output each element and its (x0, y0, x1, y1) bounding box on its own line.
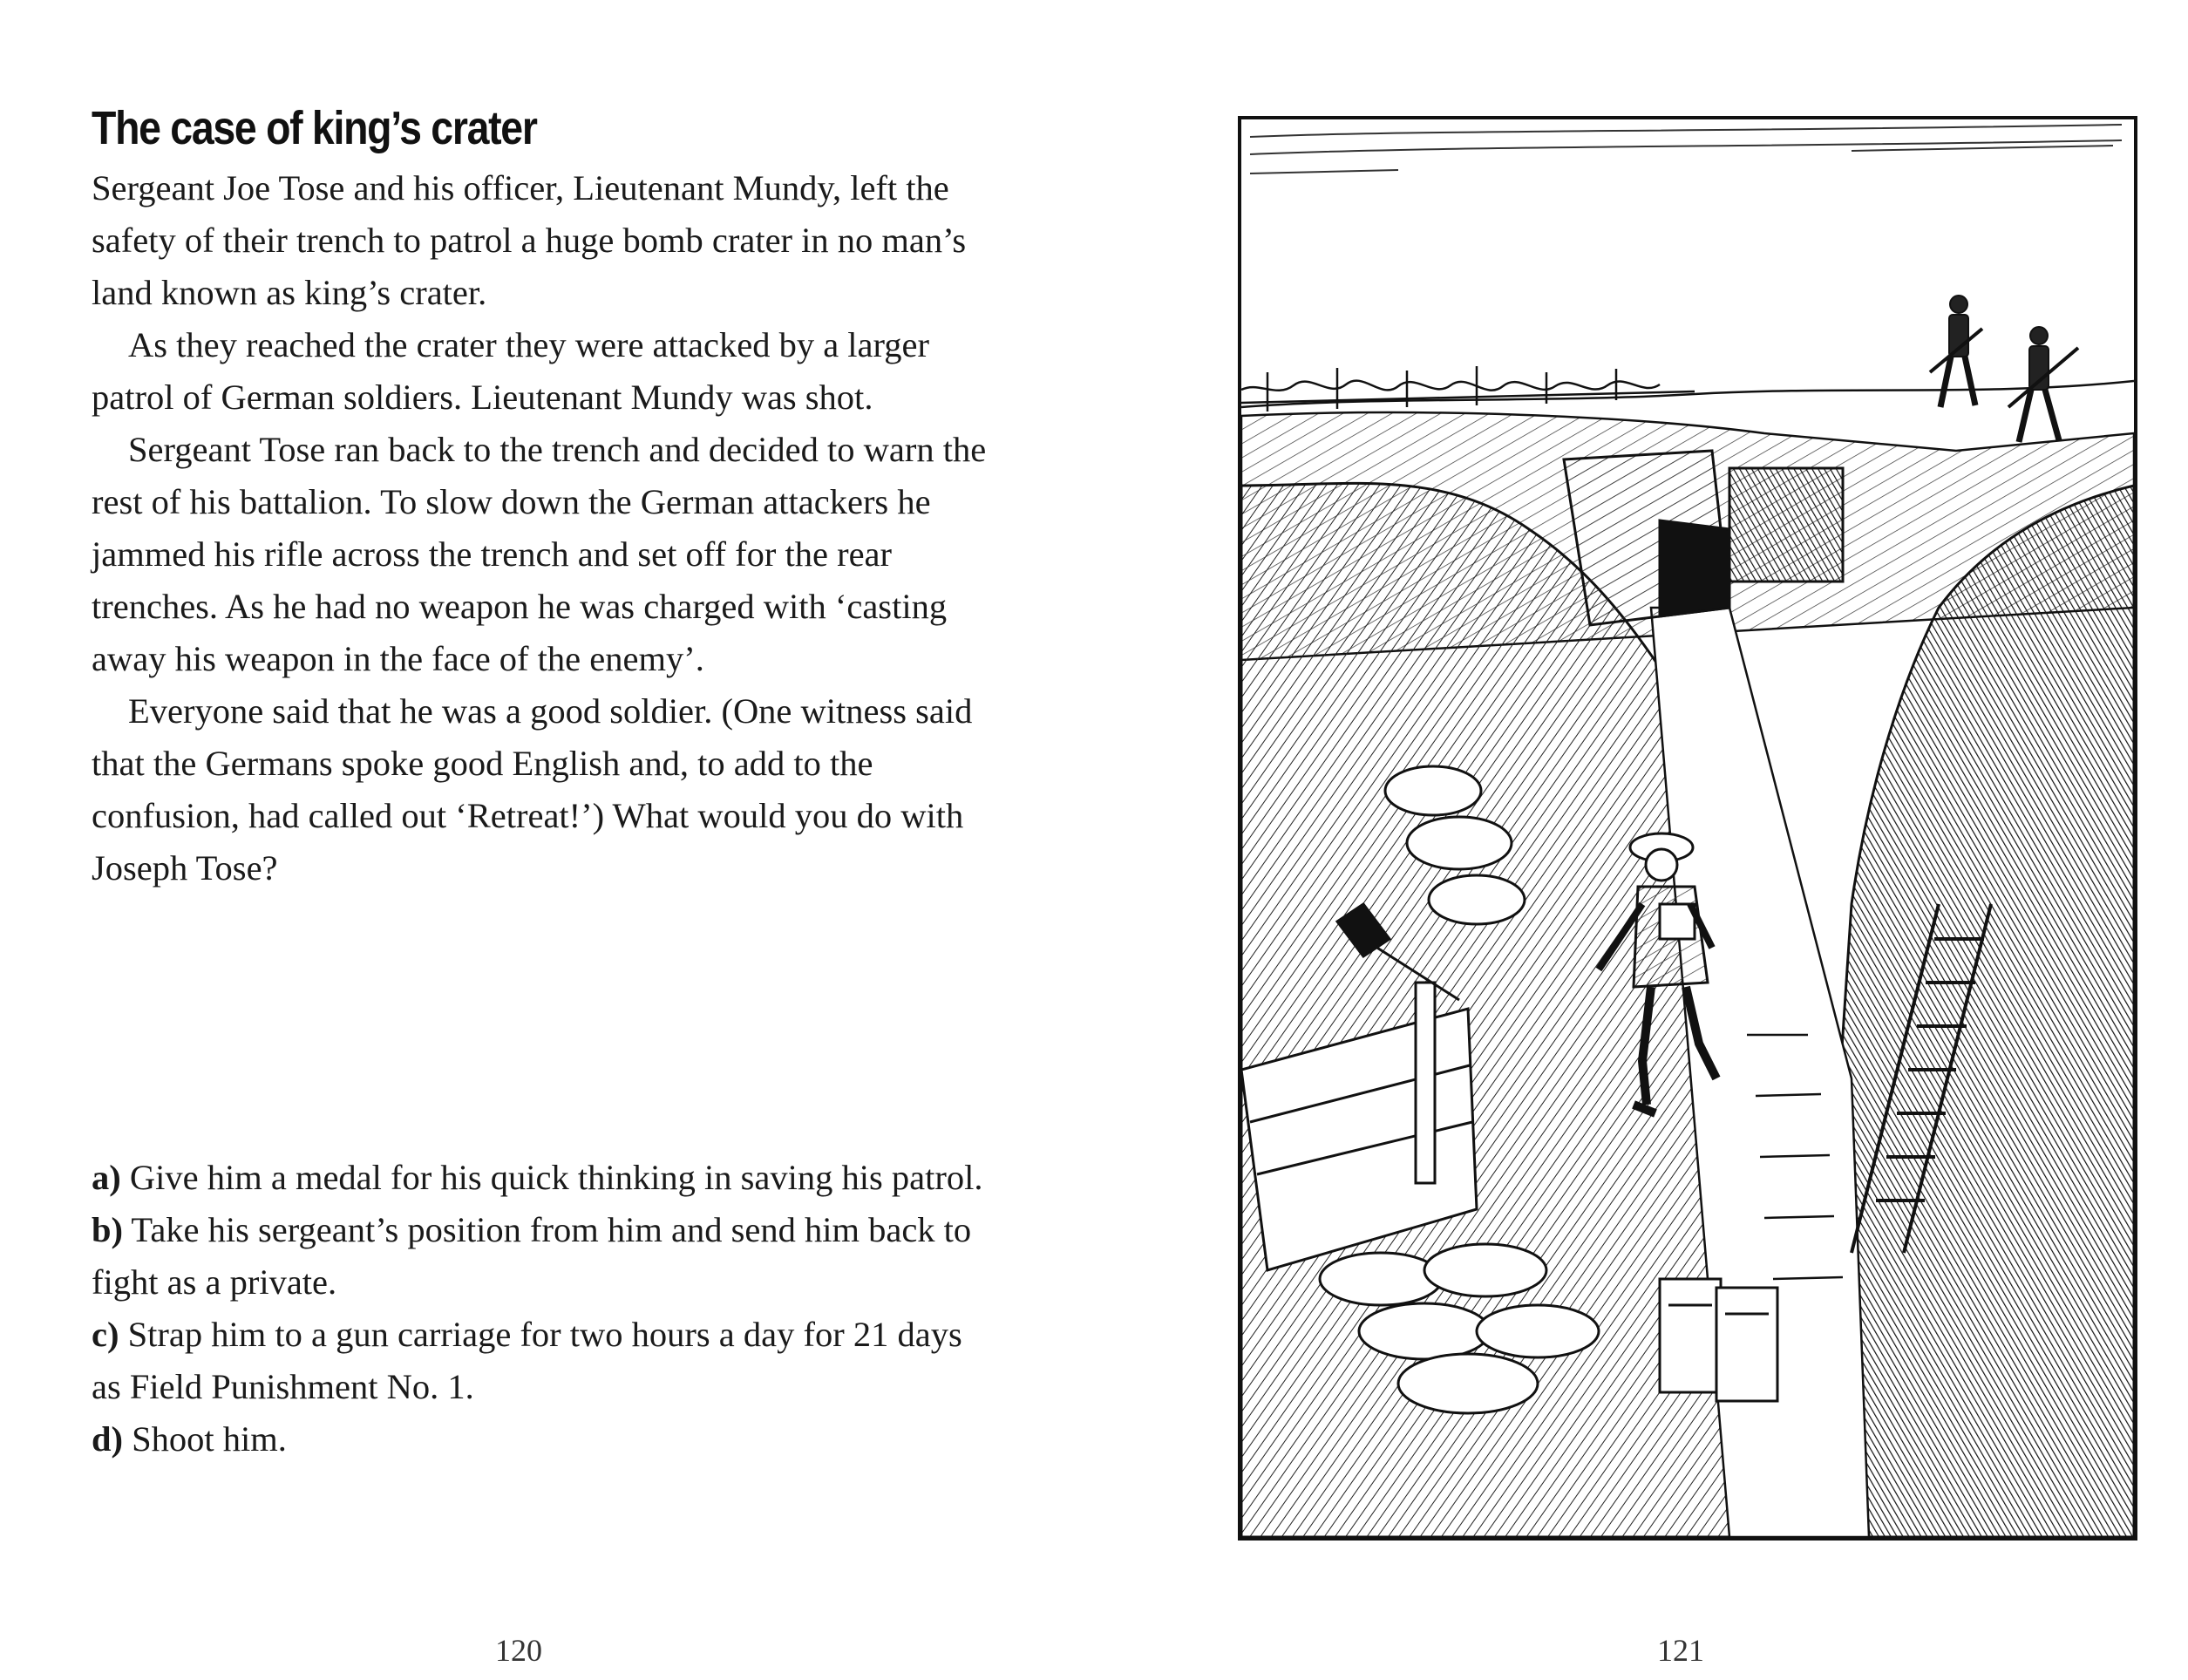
trench-wall-right (1834, 486, 2134, 1537)
answer-option-a (92, 1152, 998, 1204)
trench-drawing (1241, 119, 2134, 1537)
option-text: Give him a medal for his quick thinking in saving his patrol. (129, 1158, 983, 1197)
option-text: Take his sergeant’s position from him and send him back to fight as a private. (92, 1210, 972, 1302)
option-text: Shoot him. (132, 1419, 287, 1459)
distant-soldiers (1930, 296, 2078, 442)
option-letter: d) (92, 1419, 124, 1459)
right-page (1094, 0, 2188, 1680)
paragraph: As they reached the crater they were attacked by a larger patrol of German soldiers. Lieutenant Mundy was shot. (92, 325, 930, 417)
story-text (92, 162, 998, 894)
paragraph: Sergeant Joe Tose and his officer, Lieutenant Mundy, left the safety of their trench to patrol a huge bomb crater in no man’s land known as king’s crater. (92, 168, 967, 312)
page-title: The case of king’s crater (92, 102, 537, 154)
paragraph: Everyone said that he was a good soldier. (One witness said that the Germans spoke good English and, to add to the confusion, had called out ‘Retreat!’) What would you do with Joseph Tose? (92, 691, 973, 888)
option-letter: b) (92, 1210, 124, 1249)
crates (1660, 1279, 1777, 1401)
option-letter: c) (92, 1315, 119, 1354)
barbed-wire-horizon (1241, 366, 2134, 411)
answer-option-c (92, 1309, 998, 1413)
option-text: Strap him to a gun carriage for two hours a day for 21 days as Field Punishment No. 1. (92, 1315, 962, 1406)
sky (1250, 125, 2122, 173)
answer-option-d (92, 1413, 998, 1466)
answer-option-b (92, 1204, 998, 1309)
answer-options (92, 1152, 998, 1466)
option-letter: a) (92, 1158, 121, 1197)
page-number: 120 (495, 1633, 542, 1668)
paragraph: Sergeant Tose ran back to the trench and decided to warn the rest of his battalion. To slow down the German attackers he jammed his rifle across the trench and set off for the rear trenches. As he had no weapon he was charged with ‘casting away his weapon in the face of the enemy’. (92, 430, 987, 678)
trench-illustration (1238, 116, 2137, 1541)
page-number: 121 (1657, 1633, 1704, 1668)
